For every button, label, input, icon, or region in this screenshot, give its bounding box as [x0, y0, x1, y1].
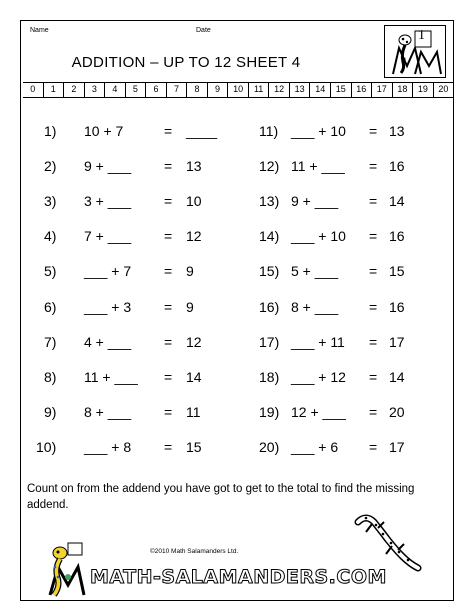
number-line-cell: 17 [372, 83, 393, 97]
problem-answer[interactable]: 16 [389, 228, 405, 245]
equals-sign: = [164, 368, 173, 385]
problem-number: 7) [44, 333, 57, 350]
problem-expression[interactable]: ___ + 7 [84, 263, 132, 280]
problem-number: 9) [44, 403, 57, 420]
equals-sign: = [369, 298, 378, 315]
equals-sign: = [164, 263, 173, 280]
number-line-cell: 0 [23, 83, 44, 97]
copyright: ©2010 Math Salamanders Ltd. [150, 548, 239, 555]
problem-expression[interactable]: 8 + ___ [291, 298, 339, 315]
problem-expression[interactable]: ___ + 11 [291, 333, 345, 350]
number-line-cell: 9 [208, 83, 229, 97]
problem-number: 19) [259, 403, 280, 420]
number-line-cell: 6 [146, 83, 167, 97]
problem-answer[interactable]: 20 [389, 403, 405, 420]
equals-sign: = [369, 158, 378, 175]
equals-sign: = [164, 228, 173, 245]
number-line [23, 82, 453, 98]
problem-number: 16) [259, 298, 280, 315]
problem-answer[interactable]: 13 [389, 123, 405, 139]
problem-expression[interactable]: 8 + ___ [84, 403, 132, 420]
salamander-icon [385, 26, 445, 77]
number-line-cell: 18 [393, 83, 414, 97]
problem-expression[interactable]: ___ + 10 [291, 123, 346, 139]
problem-answer[interactable]: 16 [389, 158, 405, 175]
number-line-cell: 10 [228, 83, 249, 97]
problem-expression[interactable]: ___ + 8 [84, 438, 132, 455]
problem-answer[interactable]: ____ [186, 123, 218, 139]
number-line-cell: 2 [64, 83, 85, 97]
equals-sign: = [369, 438, 378, 455]
name-label: Name [30, 27, 49, 34]
problem-answer[interactable]: 12 [186, 333, 202, 350]
problem-answer[interactable]: 14 [389, 193, 405, 210]
number-line-cell: 1 [44, 83, 65, 97]
problem-expression[interactable]: ___ + 6 [291, 438, 339, 455]
problem-expression[interactable]: 10 + 7 [84, 123, 124, 139]
instructions: Count on from the addend you have got to get to the total to find the missing addend. [27, 483, 415, 511]
level-badge: 1 [418, 28, 425, 43]
problem-number: 20) [259, 438, 280, 455]
problem-number: 6) [44, 298, 57, 315]
problem-answer[interactable]: 15 [389, 263, 405, 280]
number-line-cell: 19 [413, 83, 434, 97]
problem-answer[interactable]: 12 [186, 228, 202, 245]
number-line-cell: 4 [105, 83, 126, 97]
problem-number: 14) [259, 228, 280, 245]
equals-sign: = [369, 263, 378, 280]
level-logo [384, 25, 446, 78]
problem-number: 4) [44, 228, 57, 245]
problem-answer[interactable]: 9 [186, 263, 194, 280]
problem-number: 11) [259, 123, 279, 139]
problem-number: 17) [259, 333, 280, 350]
problem-answer[interactable]: 11 [186, 403, 201, 420]
problem-expression[interactable]: 9 + ___ [291, 193, 339, 210]
equals-sign: = [369, 333, 378, 350]
problem-expression[interactable]: ___ + 3 [84, 298, 132, 315]
equals-sign: = [369, 228, 378, 245]
equals-sign: = [164, 403, 173, 420]
equals-sign: = [164, 123, 173, 139]
number-line-cell: 7 [167, 83, 188, 97]
equals-sign: = [164, 333, 173, 350]
equals-sign: = [164, 158, 173, 175]
number-line-cell: 8 [187, 83, 208, 97]
problem-number: 12) [259, 158, 280, 175]
problem-expression[interactable]: ___ + 10 [291, 228, 346, 245]
problem-expression[interactable]: 9 + ___ [84, 158, 132, 175]
problem-answer[interactable]: 17 [389, 438, 405, 455]
problem-number: 13) [259, 193, 280, 210]
number-line-cell: 3 [85, 83, 106, 97]
number-line-cell: 15 [331, 83, 352, 97]
problem-answer[interactable]: 9 [186, 298, 194, 315]
problem-expression[interactable]: 5 + ___ [291, 263, 339, 280]
equals-sign: = [164, 193, 173, 210]
number-line-cell: 12 [269, 83, 290, 97]
problem-expression[interactable]: 12 + ___ [291, 403, 346, 420]
problem-number: 3) [44, 193, 57, 210]
problem-expression[interactable]: 3 + ___ [84, 193, 132, 210]
problem-answer[interactable]: 16 [389, 298, 405, 315]
problem-number: 10) [36, 438, 57, 455]
number-line-cell: 14 [310, 83, 331, 97]
problem-answer[interactable]: 14 [389, 368, 405, 385]
number-line-cell: 16 [352, 83, 373, 97]
date-label: Date [196, 27, 211, 34]
problem-answer[interactable]: 10 [186, 193, 202, 210]
number-line-cell: 20 [438, 84, 449, 94]
problem-expression[interactable]: 11 + ___ [291, 158, 345, 175]
equals-sign: = [164, 438, 173, 455]
equals-sign: = [369, 193, 378, 210]
problem-number: 8) [44, 368, 57, 385]
equals-sign: = [369, 123, 378, 139]
equals-sign: = [369, 403, 378, 420]
problem-number: 2) [44, 158, 57, 175]
number-line-cell: 13 [290, 83, 311, 97]
problem-answer[interactable]: 13 [186, 158, 202, 175]
problem-expression[interactable]: 7 + ___ [84, 228, 132, 245]
problem-expression[interactable]: 4 + ___ [84, 333, 132, 350]
problem-number: 15) [259, 263, 280, 280]
equals-sign: = [369, 368, 378, 385]
page-title: ADDITION – UP TO 12 SHEET 4 [71, 54, 301, 71]
problem-answer[interactable]: 14 [186, 368, 202, 385]
problem-number: 1) [44, 123, 57, 139]
problem-answer[interactable]: 17 [389, 333, 405, 350]
equals-sign: = [164, 298, 173, 315]
problem-number: 18) [259, 368, 280, 385]
problem-number: 5) [44, 263, 57, 280]
salamander-icon [38, 537, 98, 597]
problem-answer[interactable]: 15 [186, 438, 202, 455]
problem-expression[interactable]: 11 + ___ [84, 368, 138, 385]
number-line-cell: 11 [249, 83, 270, 97]
number-line-cell: 5 [126, 83, 147, 97]
problem-expression[interactable]: ___ + 12 [291, 368, 346, 385]
brand-wordmark: MATH-SALAMANDERS.COM [90, 566, 387, 588]
